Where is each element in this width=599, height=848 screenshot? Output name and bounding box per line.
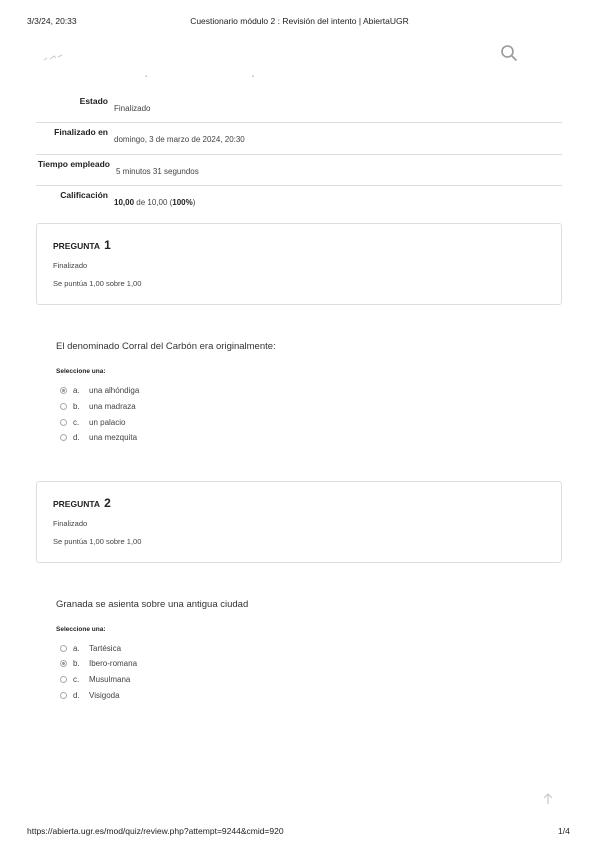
summary-value: Finalizado (114, 104, 151, 113)
answer-text: una madraza (89, 402, 136, 411)
site-logo[interactable] (42, 52, 64, 62)
question-title (53, 238, 111, 252)
print-title: Cuestionario módulo 2 : Revisión del intento | AbiertaUGR (190, 16, 409, 26)
answer-letter: d. (73, 691, 80, 700)
answer-letter: c. (73, 675, 80, 684)
summary-row-finalizado-en (36, 122, 562, 154)
summary-row-calificacion (36, 185, 562, 218)
grade-percent: 100% (172, 198, 193, 207)
answer-text: un palacio (89, 418, 126, 427)
answer-option-b[interactable] (60, 659, 137, 668)
answer-option-c[interactable] (60, 418, 125, 427)
arrow-up-icon[interactable] (541, 792, 555, 806)
search-icon[interactable] (500, 44, 518, 62)
question-state: Finalizado (53, 261, 88, 270)
answer-option-a[interactable] (60, 644, 121, 653)
clipped-text-remnant: ▪ ▪ (145, 74, 256, 80)
answer-option-a[interactable] (60, 386, 139, 395)
answer-option-c[interactable] (60, 675, 130, 684)
answer-text: una mezquita (89, 433, 138, 442)
question-label: PREGUNTA (53, 241, 100, 251)
summary-value: domingo, 3 de marzo de 2024, 20:30 (114, 135, 245, 144)
summary-label: Estado (79, 96, 108, 106)
question-number: 1 (104, 238, 111, 252)
answer-text: Ibero-romana (89, 659, 138, 668)
radio-button[interactable] (60, 676, 67, 683)
answer-option-d[interactable] (60, 433, 137, 442)
answer-text: Musulmana (89, 675, 131, 684)
question-text: El denominado Corral del Carbón era originalmente: (56, 341, 276, 352)
grade-total: de 10,00 ( (134, 198, 173, 207)
answer-prompt: Seleccione una: (56, 626, 106, 633)
radio-button[interactable] (60, 660, 67, 667)
answer-option-d[interactable] (60, 691, 120, 700)
question-title (53, 496, 111, 510)
question-number: 2 (104, 496, 111, 510)
grade-score: 10,00 (114, 198, 135, 207)
question-info-box (36, 223, 562, 305)
attempt-summary-table (36, 92, 562, 218)
print-url: https://abierta.ugr.es/mod/quiz/review.php?attempt=9244&cmid=920 (27, 826, 284, 836)
answer-prompt: Seleccione una: (56, 368, 106, 375)
summary-grade-value (114, 186, 195, 218)
answer-letter: a. (73, 644, 80, 653)
radio-button[interactable] (60, 645, 67, 652)
radio-button[interactable] (60, 403, 67, 410)
question-info-box (36, 481, 562, 563)
grade-close: ) (192, 198, 196, 207)
print-page-number: 1/4 (558, 826, 570, 836)
answer-letter: d. (73, 433, 80, 442)
summary-value: 5 minutos 31 segundos (116, 167, 199, 176)
radio-button[interactable] (60, 692, 67, 699)
question-label: PREGUNTA (53, 499, 100, 509)
question-grade: Se puntúa 1,00 sobre 1,00 (53, 279, 142, 288)
answer-text: Visigoda (89, 691, 120, 700)
radio-button[interactable] (60, 434, 67, 441)
summary-label: Calificación (60, 190, 108, 200)
question-text: Granada se asienta sobre una antigua ciudad (56, 599, 249, 610)
answer-text: Tartésica (89, 644, 122, 653)
answer-letter: c. (73, 418, 80, 427)
print-date: 3/3/24, 20:33 (27, 16, 77, 26)
summary-label: Tiempo empleado (37, 159, 110, 169)
answer-option-b[interactable] (60, 402, 136, 411)
radio-button[interactable] (60, 419, 67, 426)
answer-letter: b. (73, 402, 80, 411)
answer-letter: b. (73, 659, 80, 668)
answer-letter: a. (73, 386, 80, 395)
question-grade: Se puntúa 1,00 sobre 1,00 (53, 537, 142, 546)
question-state: Finalizado (53, 519, 88, 528)
summary-label: Finalizado en (54, 127, 108, 137)
answer-text: una alhóndiga (89, 386, 140, 395)
summary-row-estado (36, 92, 562, 122)
radio-button[interactable] (60, 387, 67, 394)
summary-row-tiempo-empleado (36, 154, 562, 185)
